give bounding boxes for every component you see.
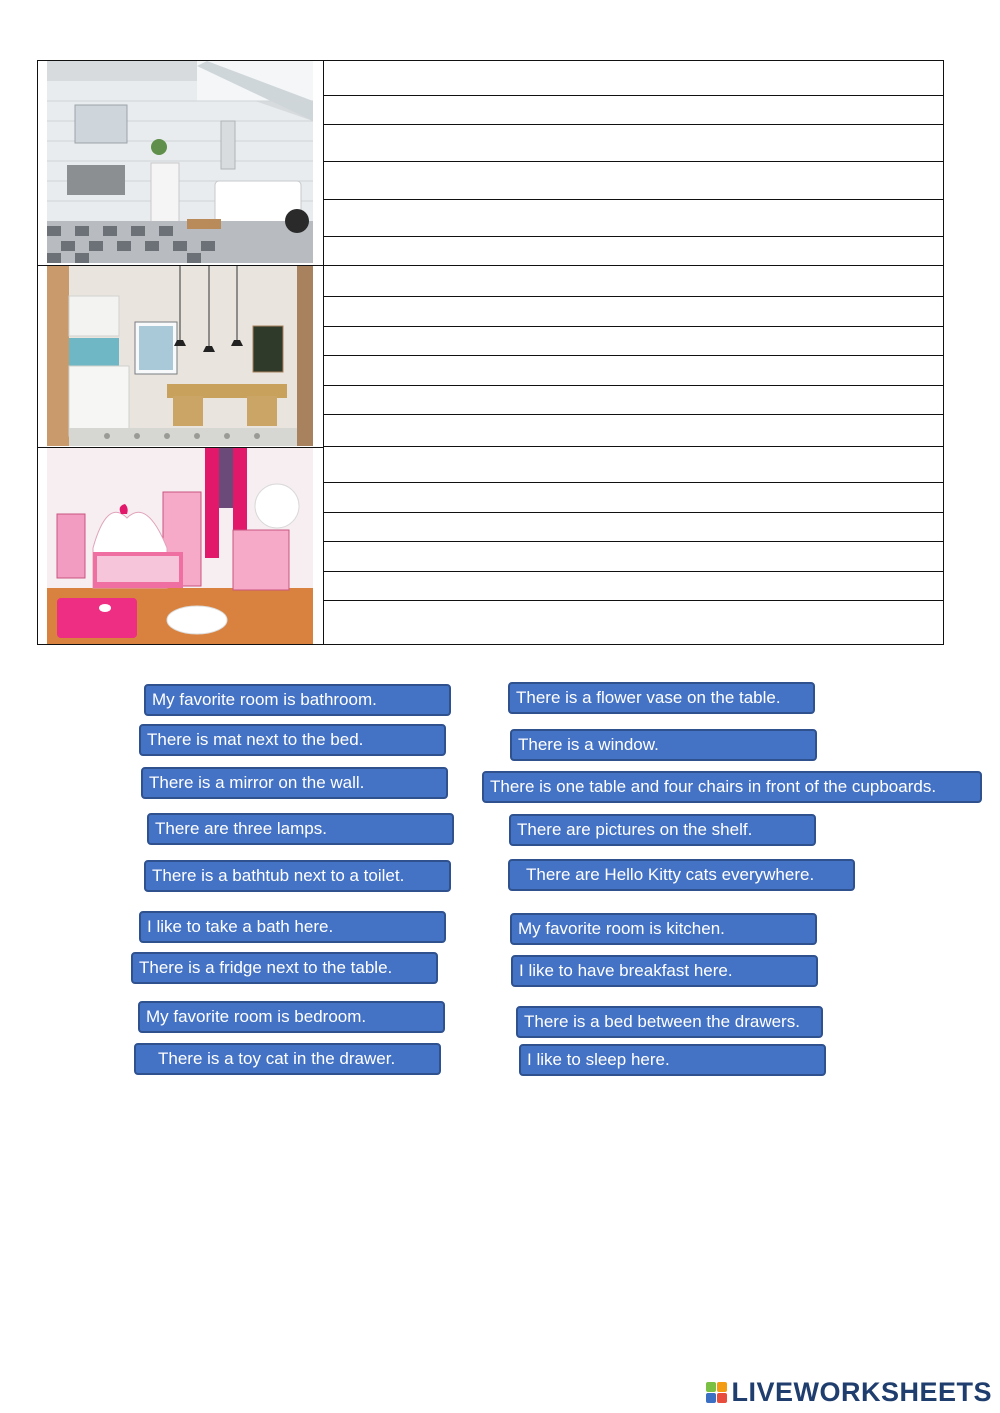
sentence-card[interactable]: I like to sleep here. <box>519 1044 826 1076</box>
row-divider <box>37 447 324 448</box>
sentence-card[interactable]: There is a bed between the drawers. <box>516 1006 823 1038</box>
answer-box-bathroom-4[interactable] <box>324 199 944 200</box>
liveworksheets-logo[interactable] <box>706 1377 992 1407</box>
sentence-card[interactable]: My favorite room is bathroom. <box>144 684 451 716</box>
answer-box-bathroom-6[interactable] <box>324 265 944 266</box>
answer-box-bedroom-5[interactable] <box>324 600 944 601</box>
brand-mark-tile <box>717 1393 727 1403</box>
brand-mark-tile <box>706 1393 716 1403</box>
answer-box-bedroom-1[interactable] <box>324 482 944 483</box>
sentence-card[interactable]: My favorite room is bedroom. <box>138 1001 445 1033</box>
sentence-card[interactable]: I like to have breakfast here. <box>511 955 818 987</box>
answer-box-kitchen-3[interactable] <box>324 355 944 356</box>
sentence-card[interactable]: I like to take a bath here. <box>139 911 446 943</box>
answer-box-kitchen-4[interactable] <box>324 385 944 386</box>
answer-area <box>323 60 944 645</box>
sentence-card[interactable]: There is a bathtub next to a toilet. <box>144 860 451 892</box>
brand-mark-icon <box>706 1382 727 1403</box>
sentence-card[interactable]: There is a window. <box>510 729 817 761</box>
sentence-card[interactable]: There are Hello Kitty cats everywhere. <box>508 859 855 891</box>
sentence-card[interactable]: There is one table and four chairs in front of the cupboards. <box>482 771 982 803</box>
brand-name: LIVEWORKSHEETS <box>731 1376 992 1407</box>
brand-mark-tile <box>717 1382 727 1392</box>
answer-box-kitchen-5[interactable] <box>324 414 944 415</box>
answer-box-bathroom-3[interactable] <box>324 161 944 162</box>
bathroom-photo <box>47 61 313 263</box>
answer-box-bedroom-2[interactable] <box>324 512 944 513</box>
sentence-card[interactable]: There is a mirror on the wall. <box>141 767 448 799</box>
answer-box-bathroom-1[interactable] <box>324 95 944 96</box>
sentence-card[interactable]: My favorite room is kitchen. <box>510 913 817 945</box>
answer-box-bedroom-4[interactable] <box>324 571 944 572</box>
sentence-card[interactable]: There is a fridge next to the table. <box>131 952 438 984</box>
answer-box-kitchen-1[interactable] <box>324 296 944 297</box>
sentence-card[interactable]: There are three lamps. <box>147 813 454 845</box>
sentence-card[interactable]: There are pictures on the shelf. <box>509 814 816 846</box>
sentence-card[interactable]: There is a toy cat in the drawer. <box>134 1043 441 1075</box>
row-divider <box>37 265 324 266</box>
answer-box-kitchen-2[interactable] <box>324 326 944 327</box>
brand-mark-tile <box>706 1382 716 1392</box>
answer-box-bathroom-2[interactable] <box>324 124 944 125</box>
sentence-card[interactable]: There is mat next to the bed. <box>139 724 446 756</box>
answer-box-bedroom-3[interactable] <box>324 541 944 542</box>
answer-box-bathroom-5[interactable] <box>324 236 944 237</box>
bedroom-photo <box>47 448 313 644</box>
sentence-card[interactable]: There is a flower vase on the table. <box>508 682 815 714</box>
kitchen-photo <box>47 266 313 446</box>
answer-box-kitchen-6[interactable] <box>324 446 944 447</box>
